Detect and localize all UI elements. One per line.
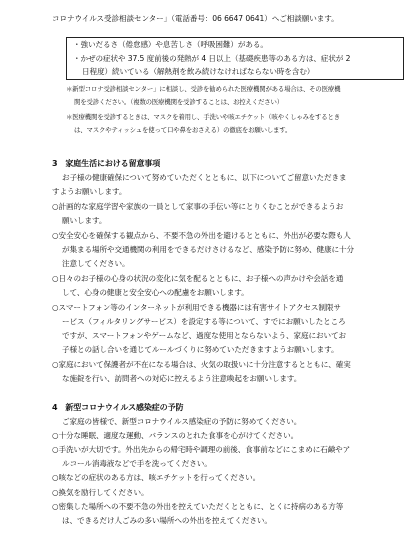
section-4-bullet-5-line-1: ○密集した場所への不要不急の外出を控えていただくとともに、とくに持病のある方等 — [52, 502, 344, 511]
section-3-bullet-1-line-2: 願いします。 — [62, 216, 107, 225]
section-4-bullet-2-line-1: ○手洗いが大切です。外出先からの帰宅時や調理の前後、食事前などにこまめに石鹸やア — [52, 445, 351, 454]
symptom-item-2-line-1: ・かぜの症状や 37.5 度前後の発熱が 4 日以上（基礎疾患等のある方は、症状が 2 — [73, 54, 351, 63]
section-3-bullet-4-line-2: ービス（フィルタリングサービス）を設定する等について、すでにお願いしたところ — [62, 317, 346, 326]
section-3-bullet-5-line-2: な施錠を行い、訪問者への対応に控えるよう注意喚起をお願いします。 — [62, 374, 302, 383]
note-2-line-1: ＊医療機関を受診するときは、マスクを着用し、手洗いや咳エチケット（咳やくしゃみをするとき — [66, 113, 341, 121]
section-3-bullet-2-line-3: 注意してください。 — [62, 259, 130, 268]
section-3-bullet-5-line-1: ○家庭において保護者が不在になる場合は、火気の取扱いに十分注意するとともに、確実 — [52, 360, 351, 369]
note-2-line-2: は、マスクやティッシュを使って口や鼻をおさえる）の徹底をお願いします。 — [74, 126, 292, 134]
section-4-intro: ご家庭の皆様で、新型コロナウイルス感染症の予防に努めてください。 — [62, 417, 302, 426]
note-1-line-2: 関を受診ください。（複数の医療機関を受診することは、お控えください） — [74, 98, 283, 106]
symptom-item-1: ・強いだるさ（倦怠感）や息苦しさ（呼吸困難）がある。 — [73, 40, 268, 49]
section-3-bullet-3-line-2: して、心身の健康と安全安心への配慮をお願いします。 — [62, 288, 249, 297]
section-4-heading: 4 新型コロナウイルス感染症の予防 — [52, 403, 184, 412]
section-3-intro-line-1: お子様の健康確保について努めていただくとともに、以下についてご留意いただきま — [62, 173, 347, 182]
symptom-item-2-line-2: 日程度）続いている（解熱剤を飲み続けなければならない時を含む） — [82, 67, 315, 76]
section-4-bullet-5-line-2: は、できるだけ人ごみの多い場所への外出を控えてください。 — [62, 516, 272, 525]
section-3-bullet-4-line-1: ○スマートフォン等のインターネットが利用できる機器には有害サイトアクセス制限サ — [52, 303, 341, 312]
section-4-bullet-3: ○咳などの症状のある方は、咳エチケットを行ってください。 — [52, 473, 261, 482]
section-4-bullet-2-line-2: ルコール消毒液などで手を洗ってください。 — [62, 459, 212, 468]
section-3-intro-line-2: すようお願いします。 — [52, 187, 127, 196]
section-4-bullet-1: ○十分な睡眠、適度な運動、バランスのとれた食事を心がけてください。 — [52, 431, 299, 440]
section-3-bullet-4-line-4: 子様との話し合いを通じてルールづくりに努めていただきますようお願いします。 — [62, 345, 339, 354]
note-1-line-1: ＊新型コロナ受診相談センター」に相談し、受診を勧められた医療機関がある場合は、その医療機 — [66, 85, 341, 93]
section-3-bullet-2-line-1: ○安全安心を確保する観点から、不要不急の外出を避けるとともに、外出が必要な際も人 — [52, 231, 351, 240]
intro-line: コロナウイルス受診相談センター」（電話番号：06 6647 0641）へご相談願います。 — [52, 14, 339, 23]
section-3-bullet-4-line-3: ですが、スマートフォンやゲームなど、過度な使用とならないよう、家庭においてお — [62, 331, 346, 340]
section-3-bullet-1-line-1: ○計画的な家庭学習や家族の一員として家事の手伝い等にとりくむことができるようお — [52, 202, 344, 211]
section-4-bullet-4: ○換気を励行してください。 — [52, 488, 149, 497]
section-3-heading: 3 家庭生活における留意事項 — [52, 159, 161, 168]
section-3-bullet-2-line-2: が集まる場所や交通機関の利用をできるだけさけるなど、感染予防に努め、健康に十分 — [62, 245, 354, 254]
section-3-bullet-3-line-1: ○日々のお子様の心身の状況の変化に気を配るとともに、お子様への声かけや会話を通 — [52, 274, 344, 283]
